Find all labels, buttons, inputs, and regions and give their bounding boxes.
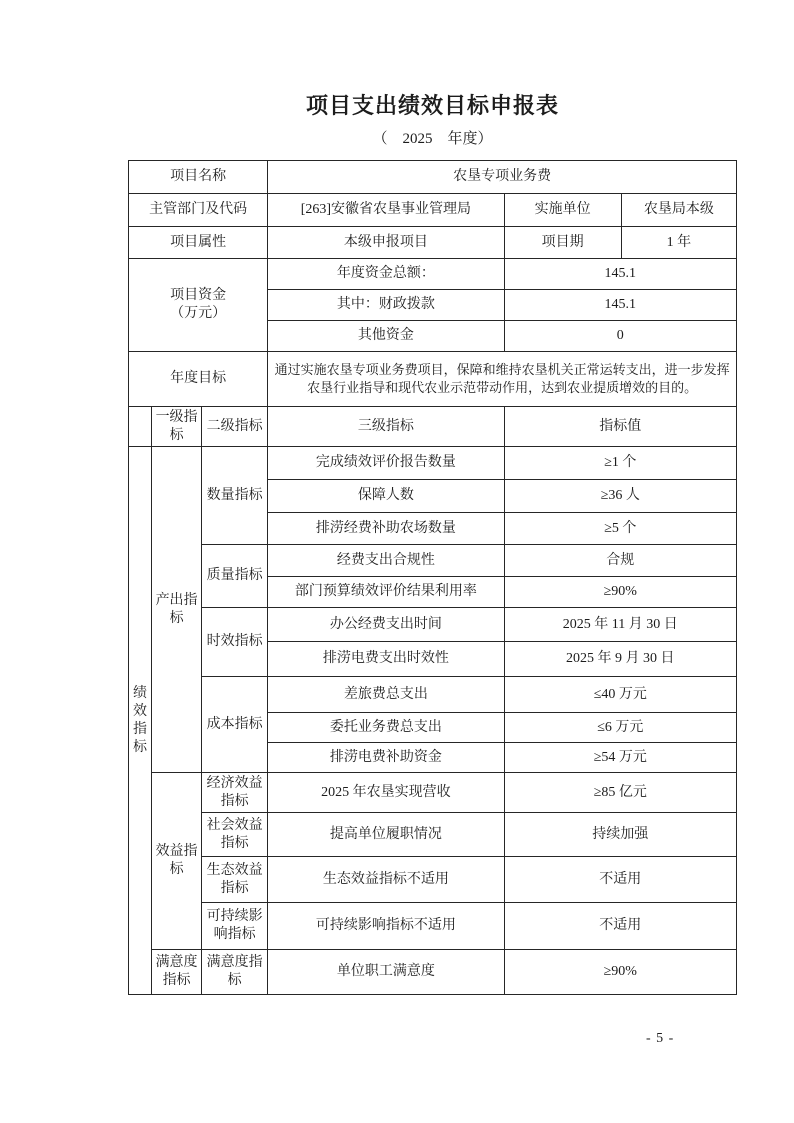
level3-indicator: 排涝电费支出时效性 (268, 642, 504, 677)
indicator-row (129, 608, 737, 642)
level3-indicator: 完成绩效评价报告数量 (268, 447, 504, 480)
indicator-value: ≤40 万元 (504, 677, 736, 713)
level2-social: 社会效益指标 (202, 813, 268, 857)
indicator-value: ≥90% (504, 950, 736, 995)
indicator-row (129, 950, 737, 995)
level3-indicator: 经费支出合规性 (268, 545, 504, 577)
funds-label-line1: 项目资金 (170, 288, 227, 303)
funds-label (129, 259, 268, 352)
table-row (129, 352, 737, 407)
page-number: - 5 - (646, 1031, 675, 1046)
level3-indicator: 单位职工满意度 (268, 950, 504, 995)
level1-benefit: 效益指标 (152, 773, 202, 950)
indicator-value: 2025 年 9 月 30 日 (504, 642, 736, 677)
side-label-performance: 绩效指标 (129, 447, 152, 995)
table-row (129, 259, 737, 290)
indicator-value: ≥85 亿元 (504, 773, 736, 813)
project-name-value: 农垦专项业务费 (268, 161, 737, 194)
level3-indicator: 委托业务费总支出 (268, 713, 504, 743)
funds-item-value: 145.1 (504, 259, 736, 290)
funds-item-value: 0 (504, 321, 736, 352)
level2-ecological: 生态效益指标 (202, 857, 268, 903)
indicator-row (129, 903, 737, 950)
table-row (129, 161, 737, 194)
project-name-label: 项目名称 (129, 161, 268, 194)
funds-item-label: 其他资金 (268, 321, 504, 352)
level1-output: 产出指标 (152, 447, 202, 773)
indicator-value: ≥54 万元 (504, 743, 736, 773)
indicator-value: ≤6 万元 (504, 713, 736, 743)
level3-indicator: 提高单位履职情况 (268, 813, 504, 857)
indicator-header-spacer (129, 407, 152, 447)
dept-value: [263]安徽省农垦事业管理局 (268, 194, 504, 227)
indicator-value: 合规 (504, 545, 736, 577)
annual-goal-text: 通过实施农垦专项业务费项目，保障和维持农垦机关正常运转支出，进一步发挥农垦行业指导和现代农业示范带动作用，达到农业提质增效的目的。 (268, 352, 737, 407)
page-content (128, 0, 737, 995)
level3-indicator: 可持续影响指标不适用 (268, 903, 504, 950)
indicator-header-level2: 二级指标 (202, 407, 268, 447)
indicator-header-level3: 三级指标 (268, 407, 504, 447)
impl-unit-label: 实施单位 (504, 194, 621, 227)
level3-indicator: 生态效益指标不适用 (268, 857, 504, 903)
indicator-row (129, 813, 737, 857)
period-value: 1 年 (621, 227, 736, 259)
dept-label: 主管部门及代码 (129, 194, 268, 227)
level3-indicator: 排涝电费补助资金 (268, 743, 504, 773)
page-subtitle: （ 2025 年度） (372, 131, 493, 147)
level3-indicator: 2025 年农垦实现营收 (268, 773, 504, 813)
level2-sustainability: 可持续影响指标 (202, 903, 268, 950)
level2-quality: 质量指标 (202, 545, 268, 608)
indicator-value: 不适用 (504, 903, 736, 950)
impl-unit-value: 农垦局本级 (621, 194, 736, 227)
level2-timeliness: 时效指标 (202, 608, 268, 677)
page-title: 项目支出绩效目标申报表 (305, 93, 559, 118)
funds-item-value: 145.1 (504, 290, 736, 321)
funds-label-line2: （万元） (170, 306, 227, 321)
level3-indicator: 部门预算绩效评价结果利用率 (268, 577, 504, 608)
level2-satisfaction: 满意度指标 (202, 950, 268, 995)
indicator-value: ≥1 个 (504, 447, 736, 480)
attr-value: 本级申报项目 (268, 227, 504, 259)
indicator-value: ≥90% (504, 577, 736, 608)
attr-label: 项目属性 (129, 227, 268, 259)
indicator-value: 不适用 (504, 857, 736, 903)
indicator-row (129, 447, 737, 480)
indicator-row (129, 773, 737, 813)
level1-satisfaction: 满意度指标 (152, 950, 202, 995)
indicator-header-level1: 一级指标 (152, 407, 202, 447)
level3-indicator: 排涝经费补助农场数量 (268, 513, 504, 545)
indicator-row (129, 545, 737, 577)
annual-goal-label: 年度目标 (129, 352, 268, 407)
level2-quantity: 数量指标 (202, 447, 268, 545)
indicator-value: ≥36 人 (504, 480, 736, 513)
level2-economic: 经济效益指标 (202, 773, 268, 813)
level3-indicator: 差旅费总支出 (268, 677, 504, 713)
table-row (129, 194, 737, 227)
declaration-form-table (128, 160, 737, 995)
table-row (129, 227, 737, 259)
indicator-value: ≥5 个 (504, 513, 736, 545)
indicator-row (129, 857, 737, 903)
indicator-row (129, 677, 737, 713)
level3-indicator: 办公经费支出时间 (268, 608, 504, 642)
funds-item-label: 其中：财政拨款 (268, 290, 504, 321)
table-row (129, 407, 737, 447)
indicator-header-value: 指标值 (504, 407, 736, 447)
funds-item-label: 年度资金总额： (268, 259, 504, 290)
level3-indicator: 保障人数 (268, 480, 504, 513)
indicator-value: 2025 年 11 月 30 日 (504, 608, 736, 642)
indicator-value: 持续加强 (504, 813, 736, 857)
level2-cost: 成本指标 (202, 677, 268, 773)
period-label: 项目期 (504, 227, 621, 259)
